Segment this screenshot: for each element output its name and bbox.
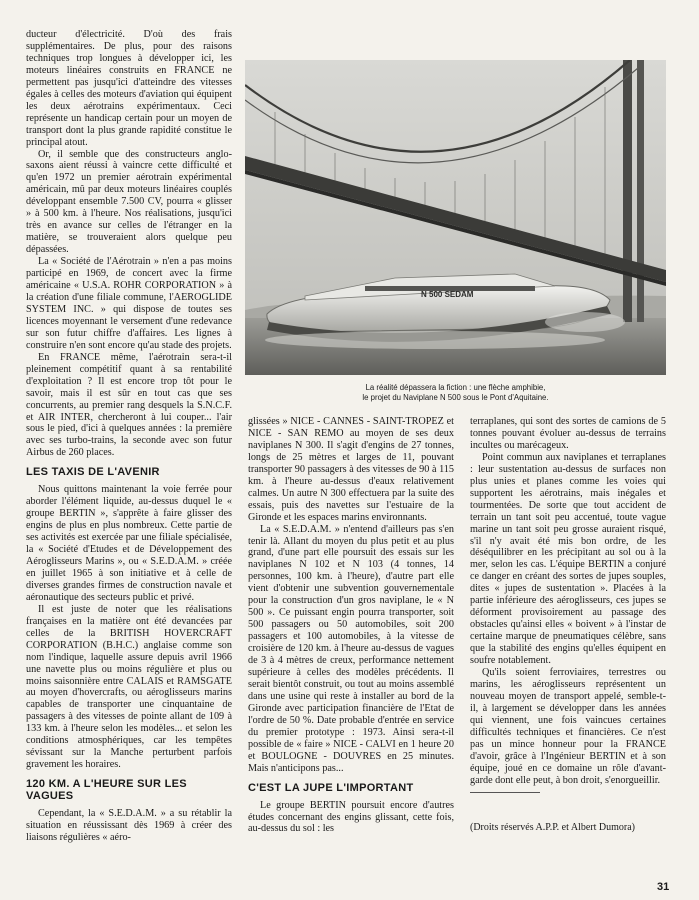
paragraph: Il est juste de noter que les réalisations françaises en la matière ont été devancées par celles de la BRITISH HOVERCRAFT CORPORATION (B.H.C.) anglaise comme son nom l'indique, laquelle assure depuis avril 1966 une navette plus ou moins régulière et plus ou moins saisonnière entre CALAIS et RAMSGATE au moyen d'hovercrafts, ou aéroglisseurs marins capables de transporter une cinquantaine de passagers à des vitesses de pointe allant de 109 à 133 km. à l'heure selon les modèles... et selon les conditions atmosphériques, car les tempêtes sévissant sur la Manche perturbent parfois gravement les horaires. [26, 603, 232, 771]
paragraph: Nous quittons maintenant la voie ferrée pour aborder l'élément liquide, au-dessus duquel le « groupe BERTIN », s'apprête à faire glisser des engins de plus en plus nombreux. Cette partie de ses activités est exercée par une filiale spécialisée, la « Société d'Etudes et de Développement des Aéroglisseurs Marins », ou « S.E.D.A.M. » créée en juillet 1965 à son initiative et à celle de diverses grandes firmes de construction navale et aéronautique des secteurs public et privé. [26, 484, 232, 603]
caption-line: le projet du Naviplane N 500 sous le Pont d'Aquitaine. [362, 393, 549, 402]
rights-credit: (Droits réservés A.P.P. et Albert Dumora) [470, 822, 635, 833]
page-number: 31 [657, 881, 670, 893]
hull-lettering: N 500 SEDAM [421, 290, 474, 299]
paragraph: Qu'ils soient ferroviaires, terrestres ou marins, les aéroglisseurs représentent un nouveau moyen de transport appelé, semble-t-il, à largement se développer dans les années qui viennent, une fois vaincues certaines difficultés techniques et financières. Ce n'est pas un mince honneur pour la FRANCE d'avoir, grâce à l'Ingénieur BERTIN et à son équipe, joué en ce domaine un rôle d'avant-garde dont elle peut, à bon droit, s'enorgueillir. [470, 667, 666, 786]
section-heading: LES TAXIS DE L'AVENIR [26, 466, 160, 479]
photo-caption [245, 383, 666, 403]
paragraph: Le groupe BERTIN poursuit encore d'autres études concernant des engins glissant, cette fois, au-dessus du sol : les [248, 799, 454, 835]
text-column-2 [248, 416, 454, 835]
section-heading: C'EST LA JUPE L'IMPORTANT [248, 781, 414, 794]
paragraph: terraplanes, qui sont des sortes de camions de 5 tonnes pouvant évoluer au-dessus de terrains incultes ou marécageux. [470, 416, 666, 451]
paragraph: Or, il semble que des constructeurs anglo-saxons aient réussi à vaincre cette difficulté et qu'en 1972 un premier aérotrain expérimental américain, mû par deux moteurs linéaires couplés développant ensemble 7.500 CV, pourra « glisser » à 500 km. à l'heure. Nos réalisations, jusqu'ici très en avance sur celles de l'étranger en la matière, se trouveraient alors quelque peu dépassées. [26, 148, 232, 256]
naviplane-bridge-photo [245, 60, 666, 375]
caption-line: La réalité dépassera la fiction : une flèche amphibie, [365, 383, 546, 392]
paragraph: Cependant, la « S.E.D.A.M. » a su rétablir la situation en réussissant dès 1969 à créer des liaisons régulières « aéro- [26, 808, 232, 843]
paragraph: glissées » NICE - CANNES - SAINT-TROPEZ et NICE - SAN REMO au moyen de ses deux naviplanes N 300. Il s'agit d'engins de 27 tonnes, longs de 25 mètres et larges de 11, pouvant transporter 90 passagers à des vitesses de 90 à 115 km. à l'heure au-dessus d'eaux relativement calmes. Un autre N 300 effectuera par la suite des essais, puis des navettes sur l'estuaire de la Gironde et les espaces marins environnants. [248, 416, 454, 523]
text-column-3 [470, 416, 666, 787]
paragraph: La « Société de l'Aérotrain » n'en a pas moins participé en 1969, de concert avec la firme américaine « U.S.A. ROHR CORPORATION » à la création d'une filiale commune, l'AEROGLIDE SYSTEM INC. » qui dispose de toutes ses licences moyennant le versement d'une redevance sur son futur chiffre d'affaires. Les lignes à construire n'en sont encore qu'au stade des projets. [26, 256, 232, 351]
credit-divider [470, 792, 540, 793]
paragraph: Point commun aux naviplanes et terraplanes : leur sustentation au-dessus de surfaces non plus unies et planes comme les voies qui supportent les aérotrains, mais inégales et tourmentées. De sorte que tout accident de terrain un tant soit peu accentué, toute vague marine un tant soit peu grosse auraient risqué, s'il n'y avait été mis bon ordre, de les déséquilibrer en les précipitant au sol ou à la mer, selon les cas. L'équipe BERTIN a conjuré ce danger en créant des sortes de jupes souples, dites « jupes de sustentation ». Placées à la partie inférieure des aéroglisseurs, ces jupes se déforment provisoirement au passage des obstacles qu'ainsi elles « boivent » à l'instar de certaine marque de pneumatiques célèbre, sans que la stabilité des engins qu'elles équipent en soufre notablement. [470, 451, 666, 667]
text-column-1 [26, 29, 232, 844]
paragraph: ducteur d'électricité. D'où des frais supplémentaires. De plus, pour des raisons techniques trop longues à développer ici, les moteurs linéaires construits en FRANCE ne permettent pas jusqu'ici d'atteindre des vitesses égales à celles des moteurs d'aviation qui équipent les deux aérotrains expérimentaux. Ceci représente un handicap certain pour un moyen de transport dont la plus grande rapidité constitue le principal atout. [26, 29, 232, 148]
paragraph: La « S.E.D.A.M. » n'entend d'ailleurs pas s'en tenir là. Allant du moyen du plus petit et au plus grand, d'une part elle poursuit des essais sur les naviplanes N 102 et N 103 (4 tonnes, 14 personnes, 100 km. à l'heure), d'autre part elle vient d'obtenir une subvention gouvernementale pour la construction d'un gros naviplane, le « N 500 ». Ce puissant engin pourra transporter, soit 500 passagers ou 50 automobiles, soit 200 passagers et 100 automobiles, à la vitesse de croisière de 120 km. à l'heure au-dessus de vagues de 3 à 4 mètres de creux, performance nettement supérieure à celles des modèles précédents. Il serait bientôt construit, ou tout au moins assemblé dans une usine qui reste à installer au bord de la Gironde avec participation financière de l'Etat de l'ordre de 50 %. Date probable d'entrée en service du premier prototype : 1973. Ainsi sera-t-il possible de « faire » NICE - CALVI en 1 heure 20 et BOULOGNE - DOUVRES en 25 minutes. Mais n'anticipons pas... [248, 523, 454, 774]
section-heading: 120 KM. A L'HEURE SUR LES VAGUES [26, 778, 187, 803]
paragraph: En FRANCE même, l'aérotrain sera-t-il pleinement compétitif quant à sa rentabilité d'exploitation ? Il est encore trop tôt pour le savoir, mais il est sûr en tout cas que ses concurrents, au premier rang desquels la S.N.C.F. et AIR INTER, chercheront à lui couper... l'air sous le pied, d'ici à quelques années : la première avec ses turbo-trains, la seconde avec son futur Airbus de 260 places. [26, 351, 232, 459]
